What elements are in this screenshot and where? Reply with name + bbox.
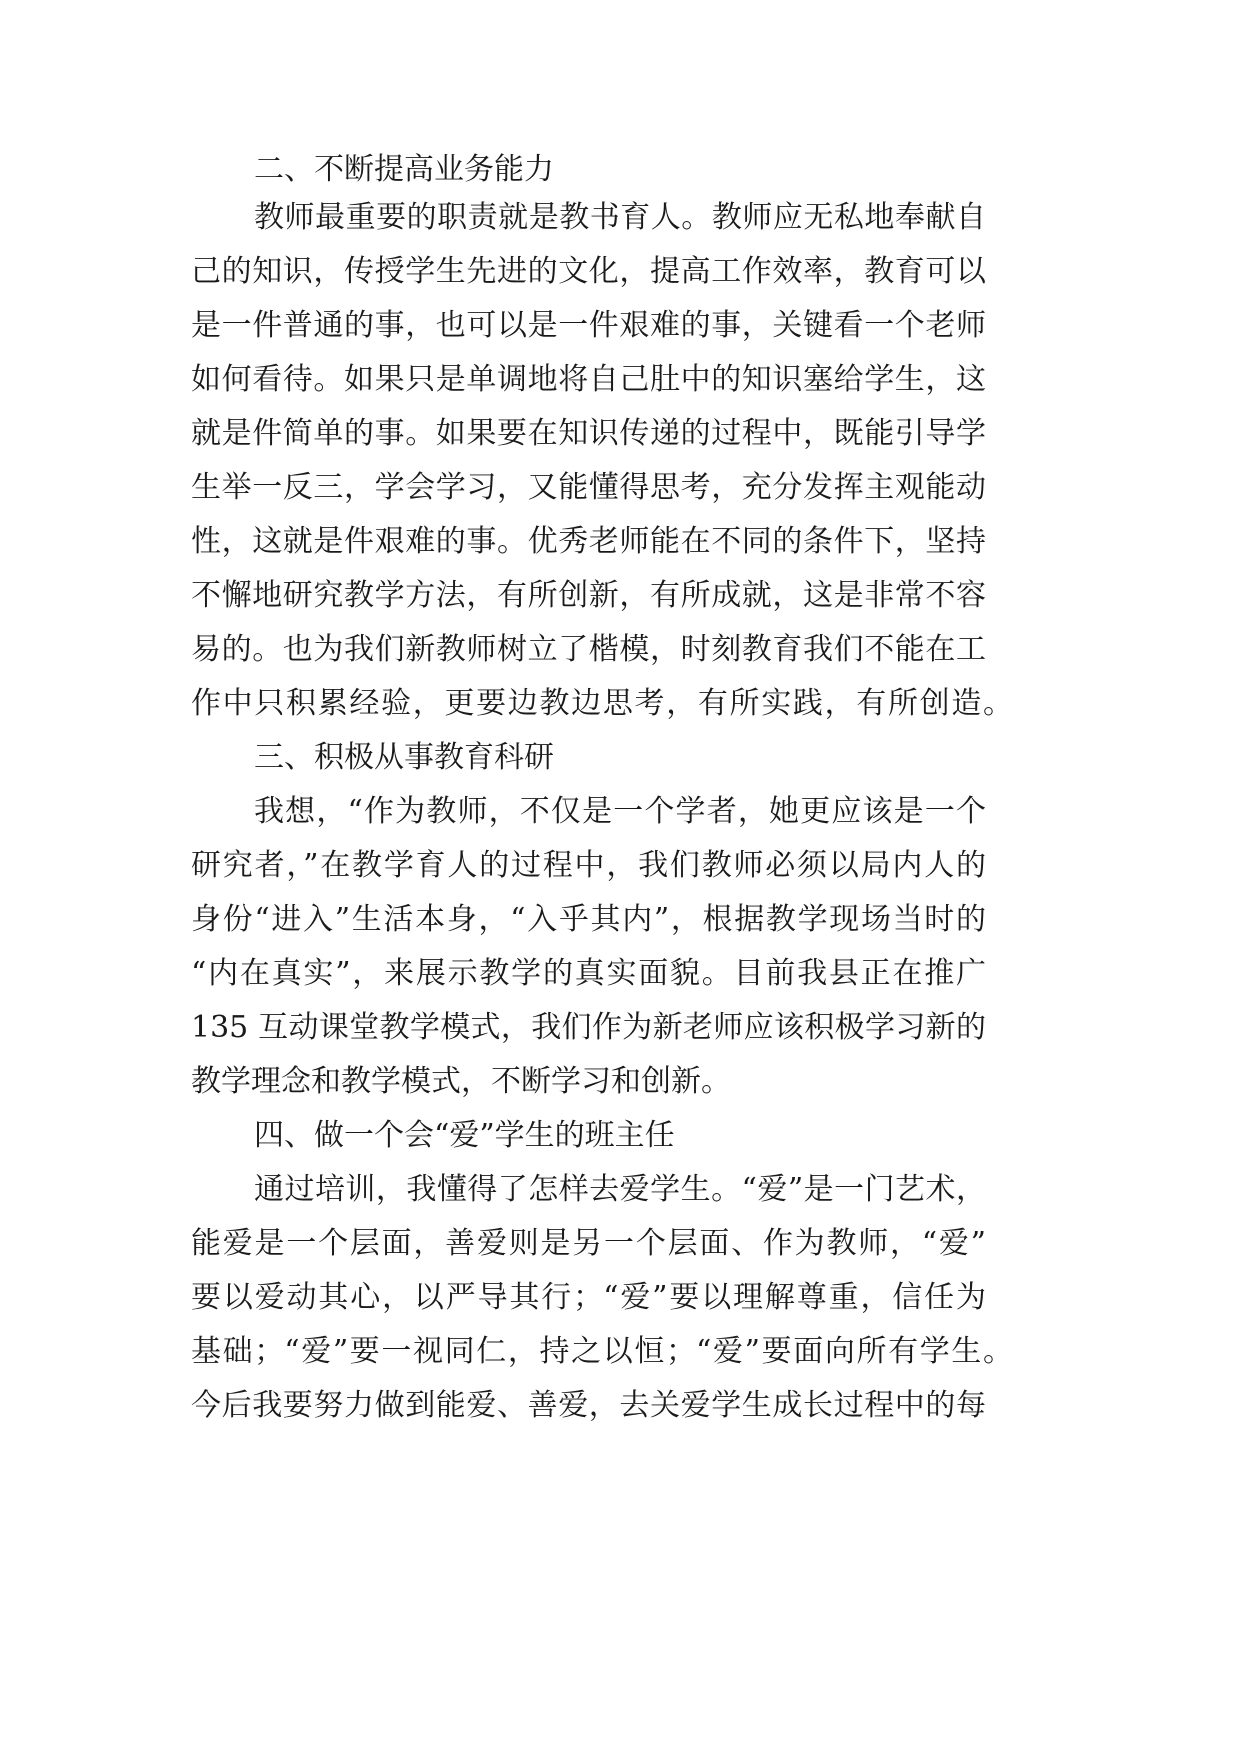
- line-text: 今后我要努力做到能爱、善爱，去关爱学生成长过程中的每: [191, 1388, 986, 1423]
- paragraph-line: [0, 566, 1241, 626]
- line-text: 135 互动课堂教学模式，我们作为新老师应该积极学习新的: [191, 1010, 986, 1045]
- paragraph-line: [0, 836, 1241, 896]
- paragraph-line: [0, 1268, 1241, 1328]
- line-text: 是一件普通的事，也可以是一件艰难的事，关键看一个老师: [191, 308, 986, 343]
- paragraph-line: [0, 512, 1241, 572]
- paragraph-line: [0, 1160, 1241, 1220]
- paragraph-line: [0, 350, 1241, 410]
- paragraph-line: [0, 1322, 1241, 1382]
- paragraph-line: [0, 1376, 1241, 1436]
- line-text: 己的知识，传授学生先进的文化，提高工作效率，教育可以: [191, 254, 986, 289]
- paragraph-line: [0, 188, 1241, 248]
- line-text: 能爱是一个层面，善爱则是另一个层面、作为教师，“爱”: [191, 1226, 986, 1261]
- paragraph-line: [0, 620, 1241, 680]
- heading-text: 三、积极从事教育科研: [254, 740, 554, 775]
- line-text: 教学理念和教学模式，不断学习和创新。: [191, 1064, 731, 1099]
- paragraph-line: [0, 242, 1241, 302]
- line-text: 研究者，”在教学育人的过程中，我们教师必须以局内人的: [191, 848, 986, 883]
- paragraph-line: [0, 458, 1241, 518]
- line-text: 易的。也为我们新教师树立了楷模，时刻教育我们不能在工: [191, 632, 986, 667]
- line-text: 教师最重要的职责就是教书育人。教师应无私地奉献自: [254, 200, 986, 235]
- heading-text: 四、做一个会“爱”学生的班主任: [254, 1118, 675, 1153]
- line-text: 性，这就是件艰难的事。优秀老师能在不同的条件下，坚持: [191, 524, 986, 559]
- paragraph-line: [0, 998, 1241, 1058]
- line-text: 身份“进入”生活本身，“入乎其内”，根据教学现场当时的: [191, 902, 986, 937]
- paragraph-line-last: [0, 1052, 1241, 1112]
- heading-text: 二、不断提高业务能力: [254, 152, 554, 187]
- line-text: 生举一反三，学会学习，又能懂得思考，充分发挥主观能动: [191, 470, 986, 505]
- line-text: 基础；“爱”要一视同仁，持之以恒；“爱”要面向所有学生。: [191, 1334, 1013, 1369]
- paragraph-line: [0, 296, 1241, 356]
- line-text: “内在真实”，来展示教学的真实面貌。目前我县正在推广: [191, 956, 986, 991]
- paragraph-line: [0, 674, 1241, 734]
- paragraph-line: [0, 782, 1241, 842]
- line-text: 就是件简单的事。如果要在知识传递的过程中，既能引导学: [191, 416, 986, 451]
- line-text: 如何看待。如果只是单调地将自己肚中的知识塞给学生，这: [191, 362, 986, 397]
- line-text: 要以爱动其心，以严导其行；“爱”要以理解尊重，信任为: [191, 1280, 986, 1315]
- line-text: 不懈地研究教学方法，有所创新，有所成就，这是非常不容: [191, 578, 986, 613]
- paragraph-line: [0, 890, 1241, 950]
- section-heading-3: [0, 728, 1241, 788]
- paragraph-line: [0, 404, 1241, 464]
- paragraph-line: [0, 1214, 1241, 1274]
- line-text: 作中只积累经验，更要边教边思考，有所实践，有所创造。: [191, 686, 1013, 721]
- line-text: 我想，“作为教师，不仅是一个学者，她更应该是一个: [254, 794, 986, 829]
- line-text: 通过培训，我懂得了怎样去爱学生。“爱”是一门艺术，: [254, 1172, 986, 1207]
- section-heading-4: [0, 1106, 1241, 1166]
- paragraph-line: [0, 944, 1241, 1004]
